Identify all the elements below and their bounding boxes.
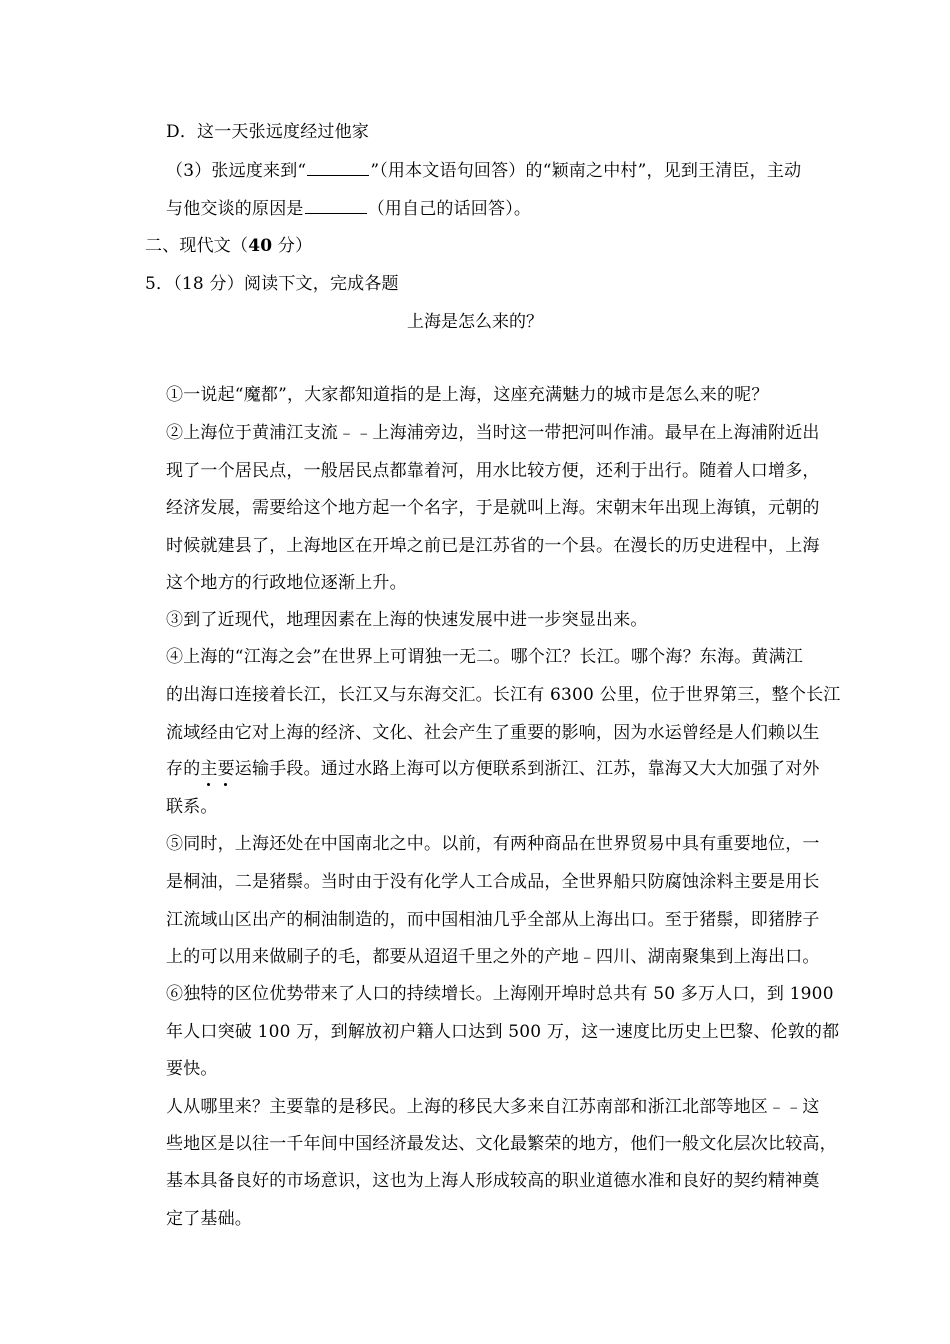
- section-heading-score: 40: [248, 236, 273, 256]
- article-line: 是桐油，二是猪鬃。当时由于没有化学人工合成品，全世界船只防腐蚀涂料主要是用长: [166, 872, 820, 892]
- article-line: 要快。: [166, 1059, 218, 1079]
- subquestion-3-text-post: ”（用本文语句回答）的“颖南之中村”，见到王清臣，主动: [370, 161, 802, 181]
- article-line: ③到了近现代，地理因素在上海的快速发展中进一步突显出来。: [166, 610, 648, 630]
- article-line: ⑥独特的区位优势带来了人口的持续增长。上海刚开埠时总共有 50 多万人口，到 1900: [166, 984, 834, 1004]
- article-line: 存的主要运输手段。通过水路上海可以方便联系到浙江、江苏，靠海又大大加强了对外: [166, 759, 820, 779]
- article-line: ④上海的“江海之会”在世界上可谓独一无二。哪个江？长江。哪个海？东海。黄满江: [166, 647, 803, 667]
- question-5-prompt: 5．（18 分）阅读下文，完成各题: [145, 274, 399, 294]
- subquestion-3-line1: [166, 160, 801, 182]
- article-line: 的出海口连接着长江，长江又与东海交汇。长江有 6300 公里，位于世界第三，整个长江: [166, 685, 841, 705]
- article-line: 些地区是以往一千年间中国经济最发达、文化最繁荣的地方，他们一般文化层次比较高，: [166, 1134, 837, 1154]
- article-title: 上海是怎么来的？: [407, 312, 543, 332]
- article-line: 上的可以用来做刷子的毛，都要从迢迢千里之外的产地﹣四川、湖南聚集到上海出口。: [166, 947, 820, 967]
- article-line: 江流域山区出产的桐油制造的，而中国相油几乎全部从上海出口。至于猪鬃，即猪脖子: [166, 910, 820, 930]
- article-line: 经济发展，需要给这个地方起一个名字，于是就叫上海。宋朝末年出现上海镇，元朝的: [166, 498, 820, 518]
- option-d: D．这一天张远度经过他家: [166, 122, 370, 142]
- emphasis-dot: [224, 783, 227, 786]
- section-heading-pre: 二、现代文（: [145, 236, 249, 256]
- article-line: 现了一个居民点，一般居民点都靠着河，用水比较方便，还利于出行。随着人口增多，: [166, 461, 820, 481]
- article-line: 基本具备良好的市场意识，这也为上海人形成较高的职业道德水准和良好的契约精神奠: [166, 1171, 820, 1191]
- article-line: 这个地方的行政地位逐渐上升。: [166, 573, 407, 593]
- answer-blank-2[interactable]: [305, 198, 367, 214]
- subquestion-3-line2: [166, 198, 531, 220]
- article-line: 年人口突破 100 万，到解放初户籍人口达到 500 万，这一速度比历史上巴黎、伦敦的都: [166, 1022, 840, 1042]
- article-line: 人从哪里来？主要靠的是移民。上海的移民大多来自江苏南部和浙江北部等地区﹣﹣这: [166, 1097, 820, 1117]
- article-line: 联系。: [166, 797, 218, 817]
- answer-blank-1[interactable]: [307, 160, 369, 176]
- section-heading-post: 分）: [272, 236, 313, 256]
- section-heading: [145, 235, 312, 257]
- article-line: ①一说起“魔都”，大家都知道指的是上海，这座充满魅力的城市是怎么来的呢？: [166, 385, 769, 405]
- subquestion-3-text-pre: （3）张远度来到“: [166, 161, 307, 181]
- article-line: 流域经由它对上海的经济、文化、社会产生了重要的影响，因为水运曾经是人们赖以生: [166, 723, 820, 743]
- article-line: ②上海位于黄浦江支流﹣﹣上海浦旁边，当时这一带把河叫作浦。最早在上海浦附近出: [166, 423, 820, 443]
- article-line: 时候就建县了，上海地区在开埠之前已是江苏省的一个县。在漫长的历史进程中，上海: [166, 536, 820, 556]
- article-line: 定了基础。: [166, 1209, 252, 1229]
- article-line: ⑤同时，上海还处在中国南北之中。以前，有两种商品在世界贸易中具有重要地位，一: [166, 834, 820, 854]
- subquestion-3-text2-post: （用自己的话回答）。: [367, 199, 532, 219]
- emphasis-dot: [207, 783, 210, 786]
- subquestion-3-text2-pre: 与他交谈的原因是: [166, 199, 304, 219]
